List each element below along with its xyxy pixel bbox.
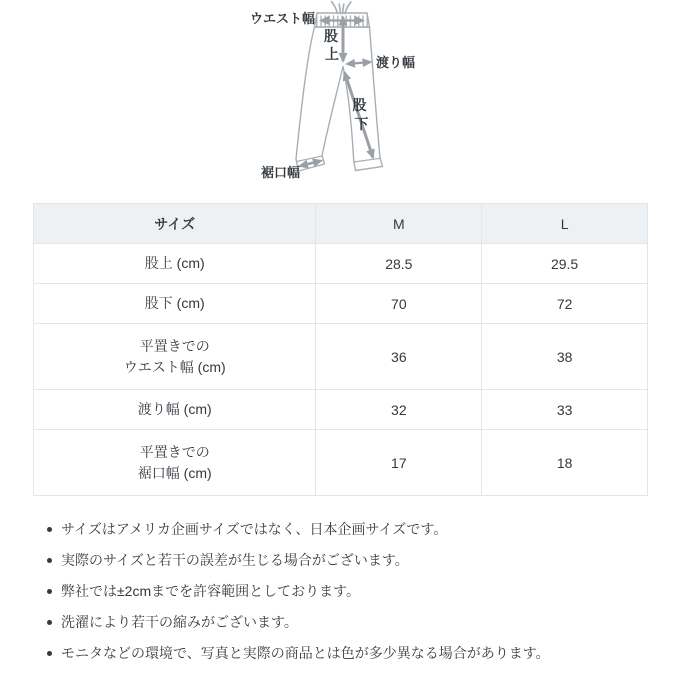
header-size-m: M — [316, 204, 482, 244]
note-text: モニタなどの環境で、写真と実際の商品とは色が多少異なる場合があります。 — [61, 645, 550, 661]
header-size: サイズ — [34, 204, 316, 244]
value-m: 28.5 — [316, 244, 482, 284]
value-m: 36 — [316, 324, 482, 390]
value-m: 17 — [316, 430, 482, 496]
bullet-icon — [47, 558, 52, 563]
row-label: 渡り幅 (cm) — [34, 390, 316, 430]
value-m: 70 — [316, 284, 482, 324]
list-item — [47, 551, 647, 569]
hem-width-label: 裾口幅 — [261, 165, 301, 180]
table-row-hem-width — [34, 430, 648, 496]
value-l: 33 — [482, 390, 648, 430]
row-label: 平置きでの ウエスト幅 (cm) — [34, 324, 316, 390]
list-item — [47, 582, 647, 600]
notes-list — [47, 520, 647, 675]
bullet-icon — [47, 527, 52, 532]
rise-label: 上 — [325, 46, 339, 62]
bullet-icon — [47, 651, 52, 656]
inseam-label: 下 — [354, 116, 369, 132]
note-text: 洗濯により若干の縮みがございます。 — [61, 614, 298, 630]
row-label: 股下 (cm) — [34, 284, 316, 324]
bullet-icon — [47, 589, 52, 594]
note-text: 実際のサイズと若干の誤差が生じる場合がございます。 — [61, 552, 409, 568]
size-table — [33, 203, 648, 496]
waist-width-label: ウエスト幅 — [249, 11, 315, 26]
table-row-thigh-width — [34, 390, 648, 430]
table-row-inseam — [34, 284, 648, 324]
list-item — [47, 644, 647, 662]
value-l: 29.5 — [482, 244, 648, 284]
value-l: 38 — [482, 324, 648, 390]
value-l: 72 — [482, 284, 648, 324]
header-size-l: L — [482, 204, 648, 244]
value-l: 18 — [482, 430, 648, 496]
note-text: サイズはアメリカ企画サイズではなく、日本企画サイズです。 — [61, 521, 448, 537]
value-m: 32 — [316, 390, 482, 430]
row-label: 股上 (cm) — [34, 244, 316, 284]
drawstring-icon — [332, 2, 352, 14]
thigh-width-label: 渡り幅 — [376, 55, 416, 70]
rise-label: 股 — [324, 28, 338, 44]
table-row-waist-width — [34, 324, 648, 390]
table-header-row — [34, 204, 648, 244]
pants-measurement-diagram — [235, 0, 455, 196]
inseam-label: 股 — [352, 97, 367, 113]
table-row-rise — [34, 244, 648, 284]
list-item — [47, 613, 647, 631]
list-item — [47, 520, 647, 538]
note-text: 弊社では±2cmまでを許容範囲としております。 — [61, 583, 361, 599]
bullet-icon — [47, 620, 52, 625]
row-label: 平置きでの 裾口幅 (cm) — [34, 430, 316, 496]
